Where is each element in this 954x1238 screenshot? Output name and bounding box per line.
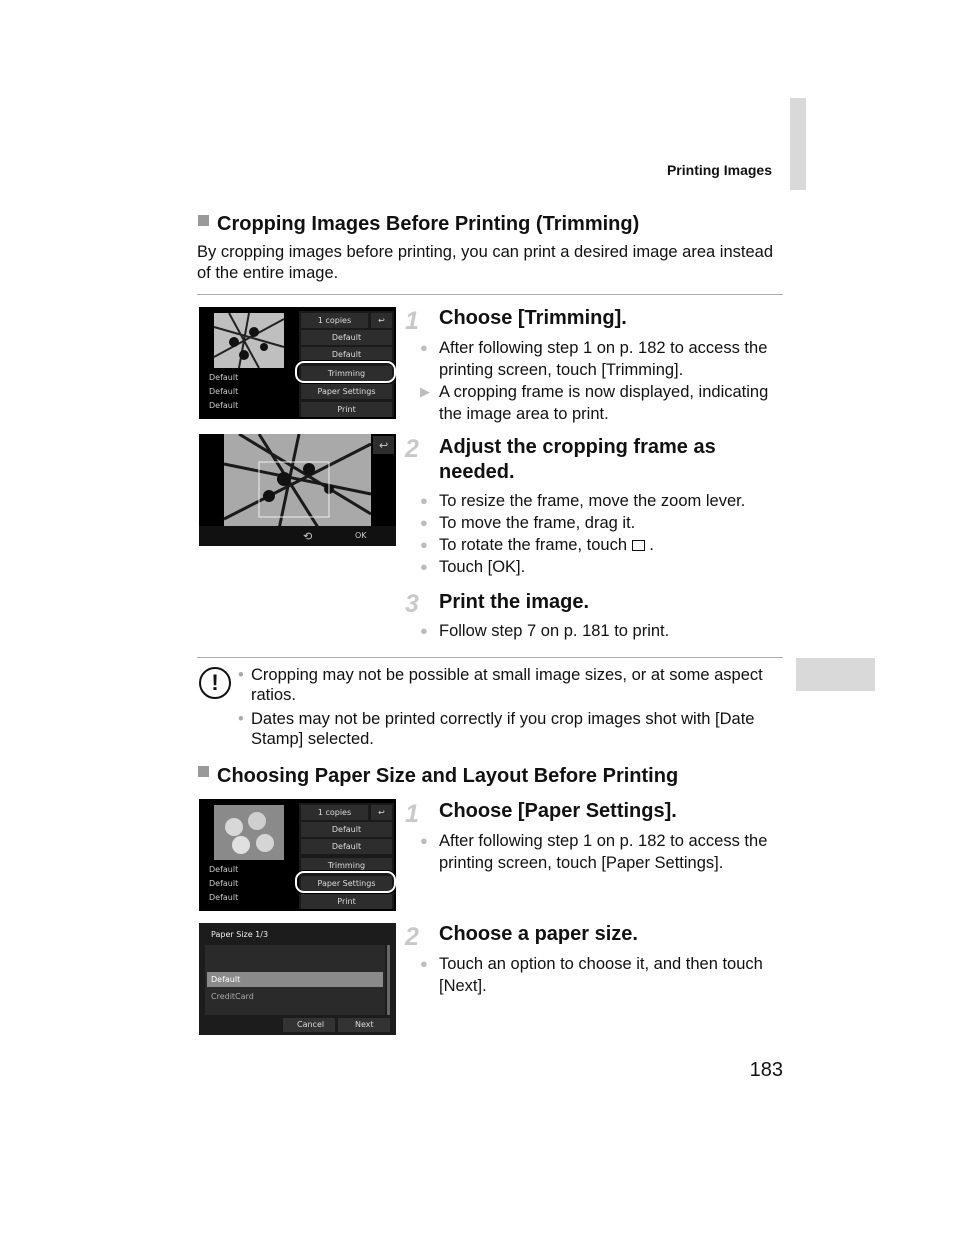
divider bbox=[197, 657, 783, 658]
section-square-icon bbox=[198, 766, 209, 777]
paper-size-title: Paper Size 1/3 bbox=[211, 930, 269, 939]
trimming-button: Trimming bbox=[301, 858, 392, 873]
step-number: 1 bbox=[405, 800, 419, 828]
back-icon: ↩ bbox=[371, 805, 392, 820]
page-number: 183 bbox=[749, 1059, 783, 1081]
bullet: ● Touch an option to choose it, and then touch [Next]. bbox=[420, 955, 763, 995]
rotate-frame-icon: ⟲ bbox=[303, 530, 313, 543]
step-title: Choose a paper size. bbox=[439, 923, 638, 945]
label: Default bbox=[209, 865, 239, 874]
highlight-ring bbox=[295, 871, 396, 893]
bullet: ● To rotate the frame, touch . bbox=[420, 536, 654, 554]
label: Default bbox=[209, 893, 239, 902]
chapter-marker bbox=[796, 658, 875, 691]
paper-option-default: Default bbox=[211, 975, 241, 984]
step-number: 1 bbox=[405, 307, 419, 335]
copies-row: 1 copies bbox=[301, 805, 368, 820]
bullet: ● After following step 1 on p. 182 to access the printing screen, touch [Trimming]. bbox=[420, 339, 768, 379]
paper-option-creditcard: CreditCard bbox=[211, 992, 254, 1001]
label: Default bbox=[209, 879, 239, 888]
step-title: Choose [Paper Settings]. bbox=[439, 800, 677, 822]
screenshot-print-menu-paper bbox=[199, 799, 396, 911]
bullet: ▶ A cropping frame is now displayed, indicating the image area to print. bbox=[420, 383, 769, 423]
label: Default bbox=[209, 401, 239, 410]
highlight-ring bbox=[295, 361, 396, 383]
scrollbar bbox=[387, 945, 390, 1015]
copies-row: 1 copies bbox=[301, 313, 368, 328]
step-number: 2 bbox=[405, 435, 419, 463]
step-title: Print the image. bbox=[439, 591, 590, 613]
step-title: Choose [Trimming]. bbox=[439, 307, 627, 329]
bullet: ● Touch [OK]. bbox=[420, 558, 526, 576]
rotate-icon bbox=[632, 540, 645, 551]
chapter-tab bbox=[790, 98, 806, 190]
section-square-icon bbox=[198, 215, 209, 226]
divider bbox=[197, 294, 783, 295]
fileno-row: Default bbox=[301, 347, 392, 362]
bullet: ● After following step 1 on p. 182 to access the printing screen, touch [Paper Settings]. bbox=[420, 832, 768, 872]
back-icon: ↩ bbox=[371, 313, 392, 328]
ok-button: OK bbox=[355, 531, 367, 540]
screenshot-crop-frame bbox=[199, 434, 396, 546]
print-button: Print bbox=[301, 402, 392, 417]
caution-note: • Cropping may not be possible at small image sizes, or at some aspect ratios. bbox=[238, 666, 763, 704]
screenshot-paper-size bbox=[199, 923, 396, 1035]
section-intro: By cropping images before printing, you can print a desired image area instead of the entire image. bbox=[197, 243, 774, 282]
step-number: 2 bbox=[405, 923, 419, 951]
cancel-button: Cancel bbox=[297, 1020, 325, 1029]
paper-settings-button: Paper Settings bbox=[301, 876, 392, 891]
label: Default bbox=[209, 373, 239, 382]
running-header: Printing Images bbox=[666, 162, 772, 178]
back-icon: ↩ bbox=[379, 439, 389, 452]
step-number: 3 bbox=[405, 590, 419, 618]
label: Default bbox=[209, 387, 239, 396]
bullet: ● To resize the frame, move the zoom lever. bbox=[420, 492, 746, 510]
screenshot-print-menu bbox=[199, 307, 396, 419]
caution-note: • Dates may not be printed correctly if you crop images shot with [Date Stamp] selected. bbox=[238, 710, 755, 748]
bullet: ● To move the frame, drag it. bbox=[420, 514, 636, 532]
caution-icon: ! bbox=[199, 667, 231, 699]
paper-settings-button: Paper Settings bbox=[301, 384, 392, 399]
step-title: Adjust the cropping frame as needed. bbox=[439, 436, 716, 483]
date-row: Default bbox=[301, 822, 392, 837]
date-row: Default bbox=[301, 330, 392, 345]
trimming-button: Trimming bbox=[301, 366, 392, 381]
bullet: ● Follow step 7 on p. 181 to print. bbox=[420, 622, 670, 640]
fileno-row: Default bbox=[301, 839, 392, 854]
section-title: Choosing Paper Size and Layout Before Printing bbox=[217, 765, 679, 787]
next-button: Next bbox=[355, 1020, 374, 1029]
section-title: Cropping Images Before Printing (Trimming) bbox=[217, 213, 640, 235]
print-button: Print bbox=[301, 894, 392, 909]
